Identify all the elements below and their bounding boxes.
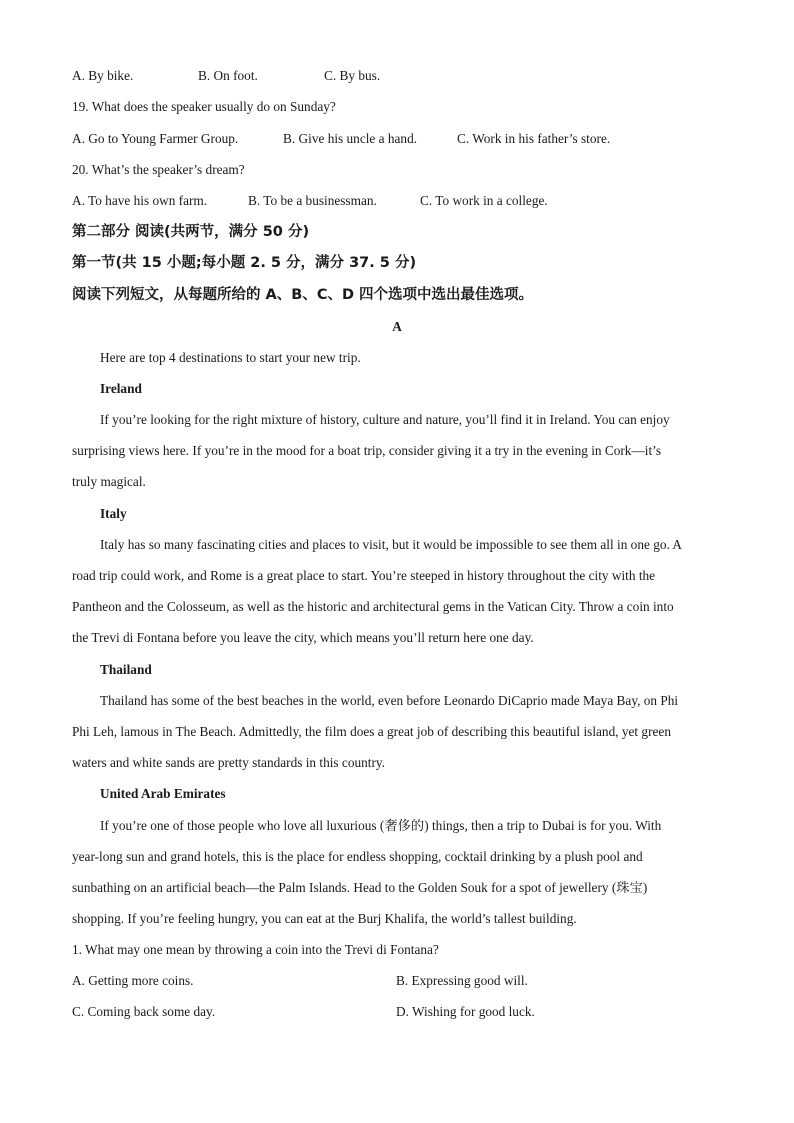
thailand-line-2: Phi Leh, lamous in The Beach. Admittedly, the film does a great job of describing this beautiful island, yet green [72, 724, 671, 739]
question-1-options-row-2 [72, 1004, 722, 1020]
option-c: C. To work in a college. [420, 193, 548, 208]
question-20: 20. What’s the speaker’s dream? [72, 162, 245, 177]
uae-line-3: sunbathing on an artificial beach—the Palm Islands. Head to the Golden Souk for a spot of jewellery (珠宝) [72, 880, 648, 895]
option-a: A. Go to Young Farmer Group. [72, 131, 239, 146]
italy-line-1: Italy has so many fascinating cities and places to visit, but it would be impossible to see them all in one go. A [100, 537, 683, 552]
ireland-line-3: truly magical. [72, 474, 146, 489]
option-a: A. To have his own farm. [72, 193, 208, 208]
option-b: B. To be a businessman. [248, 193, 377, 208]
heading-thailand: Thailand [100, 662, 152, 677]
option-d: D. Wishing for good luck. [396, 1004, 535, 1019]
passage-label: A [392, 319, 402, 334]
ireland-line-1: If you’re looking for the right mixture of history, culture and nature, you’ll find it in Ireland. You can enjoy [100, 412, 670, 427]
option-c: C. By bus. [324, 68, 381, 83]
italy-line-4: the Trevi di Fontana before you leave the city, which means you’ll return here one day. [72, 630, 534, 645]
uae-line-1: If you’re one of those people who love all luxurious (奢侈的) things, then a trip to Dubai is for you. With [100, 818, 662, 833]
passage-intro: Here are top 4 destinations to start your new trip. [100, 350, 361, 365]
prev-question-options [72, 68, 722, 84]
thailand-line-1: Thailand has some of the best beaches in the world, even before Leonardo DiCaprio made Maya Bay, on Phi [100, 693, 679, 708]
option-a: A. By bike. [72, 68, 134, 83]
thailand-line-3: waters and white sands are pretty standards in this country. [72, 755, 386, 770]
question-19-options [72, 131, 722, 147]
section-one-title: 第一节(共 15 小题;每小题 2. 5 分，满分 37. 5 分) [72, 255, 417, 271]
question-20-options [72, 193, 722, 209]
italy-line-2: road trip could work, and Rome is a great place to start. You’re steeped in history throughout the city with the [72, 568, 656, 583]
heading-italy: Italy [100, 506, 127, 521]
heading-uae: United Arab Emirates [100, 786, 226, 801]
option-b: B. On foot. [198, 68, 258, 83]
heading-ireland: Ireland [100, 381, 142, 396]
option-c: C. Work in his father’s store. [457, 131, 611, 146]
option-b: B. Give his uncle a hand. [283, 131, 418, 146]
question-1-options-row-1 [72, 973, 722, 989]
reading-instruction: 阅读下列短文，从每题所给的 A、B、C、D 四个选项中选出最佳选项。 [72, 287, 534, 303]
ireland-line-2: surprising views here. If you’re in the mood for a boat trip, consider giving it a try in the evening in Cork—it’s [72, 443, 662, 458]
uae-line-4: shopping. If you’re feeling hungry, you can eat at the Burj Khalifa, the world’s tallest building. [72, 911, 577, 926]
question-1: 1. What may one mean by throwing a coin into the Trevi di Fontana? [72, 942, 439, 957]
option-c: C. Coming back some day. [72, 1004, 216, 1019]
question-19: 19. What does the speaker usually do on Sunday? [72, 99, 336, 114]
option-a: A. Getting more coins. [72, 973, 194, 988]
option-b: B. Expressing good will. [396, 973, 528, 988]
italy-line-3: Pantheon and the Colosseum, as well as the historic and architectural gems in the Vatican City. Throw a coin into [72, 599, 674, 614]
part-two-title: 第二部分 阅读(共两节，满分 50 分) [72, 224, 310, 240]
uae-line-2: year-long sun and grand hotels, this is the place for endless shopping, cocktail drinking by a plush pool and [72, 849, 643, 864]
